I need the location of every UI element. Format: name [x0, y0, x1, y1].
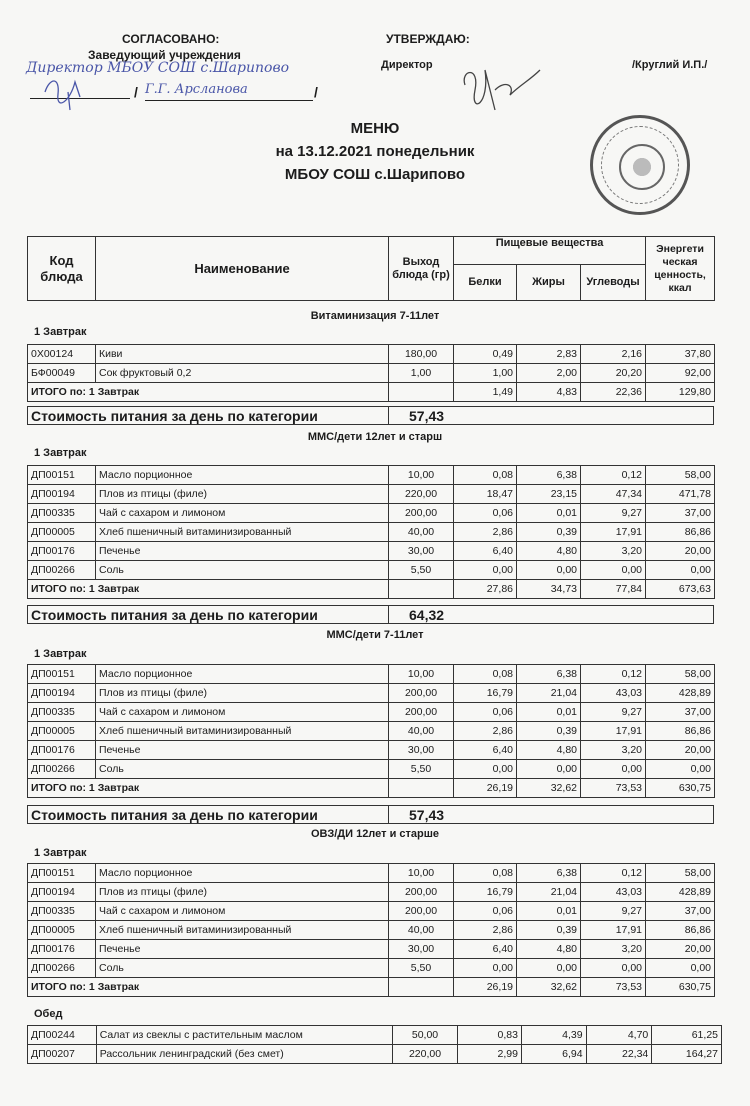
cell-name: Соль — [96, 760, 389, 779]
table-row — [28, 504, 715, 523]
cell-protein: 0,49 — [454, 345, 517, 364]
cell-fat: 4,80 — [517, 542, 581, 561]
approve-label: УТВЕРЖДАЮ: — [386, 32, 470, 46]
cell-code: ДП00335 — [28, 504, 96, 523]
cell-energy: 37,00 — [646, 902, 715, 921]
cell-code: ДП00005 — [28, 921, 96, 940]
cell-code: ДП00151 — [28, 864, 96, 883]
col-yield: Выход блюда (гр) — [389, 237, 454, 301]
cell-yield: 200,00 — [389, 684, 454, 703]
total-label: ИТОГО по: 1 Завтрак — [28, 779, 389, 798]
cell-yield: 10,00 — [389, 864, 454, 883]
total-energy: 630,75 — [646, 978, 715, 997]
cell-energy: 428,89 — [646, 684, 715, 703]
cell-yield: 40,00 — [389, 722, 454, 741]
director-signature — [455, 50, 545, 120]
cell-name: Плов из птицы (филе) — [96, 684, 389, 703]
col-fat: Жиры — [517, 265, 581, 301]
cell-fat: 4,80 — [517, 940, 581, 959]
cell-energy: 58,00 — [646, 466, 715, 485]
cell-carbs: 47,34 — [581, 485, 646, 504]
cell-yield: 220,00 — [392, 1045, 458, 1064]
cell-yield: 10,00 — [389, 665, 454, 684]
cell-energy: 86,86 — [646, 523, 715, 542]
cell-name: Печенье — [96, 940, 389, 959]
cell-fat: 0,01 — [517, 504, 581, 523]
table-row — [28, 684, 715, 703]
col-name: Наименование — [96, 237, 389, 301]
cell-fat: 2,83 — [517, 345, 581, 364]
cell-fat: 0,00 — [517, 959, 581, 978]
cell-yield: 5,50 — [389, 959, 454, 978]
cell-carbs: 43,03 — [581, 684, 646, 703]
cell-protein: 6,40 — [454, 940, 517, 959]
total-energy: 129,80 — [646, 383, 715, 402]
cell-carbs: 0,12 — [581, 665, 646, 684]
cell-protein: 18,47 — [454, 485, 517, 504]
agreed-name: Г.Г. Арсланова — [145, 82, 313, 101]
total-carbs: 77,84 — [581, 580, 646, 599]
cell-protein: 0,06 — [454, 902, 517, 921]
cell-energy: 37,80 — [646, 345, 715, 364]
agreed-signature — [40, 72, 100, 112]
cell-carbs: 9,27 — [581, 703, 646, 722]
cell-name: Чай с сахаром и лимоном — [96, 504, 389, 523]
cell-code: ДП00194 — [28, 684, 96, 703]
cell-energy: 86,86 — [646, 921, 715, 940]
cell-yield: 1,00 — [389, 364, 454, 383]
cell-fat: 0,39 — [517, 523, 581, 542]
cell-protein: 16,79 — [454, 684, 517, 703]
cell-protein: 2,86 — [454, 722, 517, 741]
cell-code: ДП00244 — [28, 1026, 97, 1045]
cell-code: ДП00176 — [28, 542, 96, 561]
cost-label: Стоимость питания за день по категории — [28, 806, 389, 823]
total-row — [28, 580, 715, 599]
section-title: ММС/дети 12лет и старш — [307, 431, 443, 443]
cell-energy: 86,86 — [646, 722, 715, 741]
cell-code: ДП00151 — [28, 466, 96, 485]
menu-date: на 13.12.2021 понедельник — [275, 143, 475, 160]
cell-name: Масло порционное — [96, 466, 389, 485]
cost-label: Стоимость питания за день по категории — [28, 606, 389, 623]
cell-fat: 23,15 — [517, 485, 581, 504]
total-protein: 26,19 — [454, 978, 517, 997]
table-row — [28, 665, 715, 684]
cell-code: ДП00335 — [28, 703, 96, 722]
cell-carbs: 3,20 — [581, 542, 646, 561]
cell-name: Хлеб пшеничный витаминизированный — [96, 523, 389, 542]
cost-value: 64,32 — [409, 607, 445, 623]
cell-energy: 0,00 — [646, 959, 715, 978]
total-fat: 32,62 — [517, 779, 581, 798]
cell-name: Печенье — [96, 741, 389, 760]
cell-yield: 200,00 — [389, 883, 454, 902]
total-protein: 1,49 — [454, 383, 517, 402]
total-carbs: 73,53 — [581, 978, 646, 997]
table-row — [28, 741, 715, 760]
cell-protein: 2,86 — [454, 523, 517, 542]
cell-yield: 220,00 — [389, 485, 454, 504]
cell-code: ДП00266 — [28, 561, 96, 580]
cell-carbs: 43,03 — [581, 883, 646, 902]
cell-fat: 21,04 — [517, 684, 581, 703]
total-fat: 4,83 — [517, 383, 581, 402]
cell-yield: 10,00 — [389, 466, 454, 485]
cell-carbs: 0,00 — [581, 561, 646, 580]
cell-fat: 2,00 — [517, 364, 581, 383]
cell-yield: 30,00 — [389, 542, 454, 561]
cell-protein: 0,08 — [454, 665, 517, 684]
cell-fat: 0,01 — [517, 902, 581, 921]
cell-yield: 30,00 — [389, 741, 454, 760]
cell-carbs: 0,12 — [581, 466, 646, 485]
table-row — [28, 1045, 722, 1064]
cost-value: 57,43 — [409, 408, 445, 424]
cell-energy: 0,00 — [646, 561, 715, 580]
total-label: ИТОГО по: 1 Завтрак — [28, 383, 389, 402]
meal-label: 1 Завтрак — [34, 447, 87, 459]
cell-fat: 0,39 — [517, 722, 581, 741]
cell-protein: 2,86 — [454, 921, 517, 940]
table-row — [28, 542, 715, 561]
cell-carbs: 4,70 — [586, 1026, 652, 1045]
cell-code: ДП00335 — [28, 902, 96, 921]
cell-energy: 58,00 — [646, 665, 715, 684]
cell-energy: 20,00 — [646, 542, 715, 561]
cell-protein: 1,00 — [454, 364, 517, 383]
table-row — [28, 466, 715, 485]
cell-fat: 0,39 — [517, 921, 581, 940]
cell-carbs: 2,16 — [581, 345, 646, 364]
cell-code: БФ00049 — [28, 364, 96, 383]
cell-yield: 5,50 — [389, 561, 454, 580]
cell-fat: 4,39 — [521, 1026, 586, 1045]
menu-school: МБОУ СОШ с.Шарипово — [284, 166, 466, 183]
table-row — [28, 485, 715, 504]
cell-protein: 2,99 — [458, 1045, 522, 1064]
cell-empty — [389, 580, 454, 599]
cell-code: ДП00207 — [28, 1045, 97, 1064]
cell-name: Масло порционное — [96, 665, 389, 684]
cell-name: Чай с сахаром и лимоном — [96, 902, 389, 921]
cell-name: Хлеб пшеничный витаминизированный — [96, 722, 389, 741]
table-row — [28, 864, 715, 883]
cell-empty — [389, 978, 454, 997]
cell-energy: 428,89 — [646, 883, 715, 902]
table-row — [28, 959, 715, 978]
cell-energy: 20,00 — [646, 741, 715, 760]
total-label: ИТОГО по: 1 Завтрак — [28, 580, 389, 599]
cell-name: Салат из свеклы с растительным маслом — [96, 1026, 392, 1045]
cell-name: Печенье — [96, 542, 389, 561]
cell-protein: 0,06 — [454, 504, 517, 523]
cell-carbs: 3,20 — [581, 940, 646, 959]
cell-protein: 0,83 — [458, 1026, 522, 1045]
cell-protein: 0,00 — [454, 959, 517, 978]
cell-name: Киви — [96, 345, 389, 364]
agreed-label: СОГЛАСОВАНО: — [122, 32, 220, 46]
cost-label: Стоимость питания за день по категории — [28, 407, 389, 424]
table-row — [28, 722, 715, 741]
cell-code: ДП00266 — [28, 959, 96, 978]
cell-name: Сок фруктовый 0,2 — [96, 364, 389, 383]
agreed-role: Заведующий учреждения — [88, 48, 241, 62]
table-row — [28, 1026, 722, 1045]
cell-code: ДП00176 — [28, 940, 96, 959]
agreed-handwritten-role: Директор МБОУ СОШ с.Шарипово — [26, 60, 290, 76]
cell-code: ДП00194 — [28, 485, 96, 504]
total-protein: 26,19 — [454, 779, 517, 798]
cell-energy: 58,00 — [646, 864, 715, 883]
cost-row — [27, 406, 714, 425]
table-row — [28, 345, 715, 364]
cell-yield: 40,00 — [389, 921, 454, 940]
cell-name: Плов из птицы (филе) — [96, 883, 389, 902]
cell-carbs: 0,12 — [581, 864, 646, 883]
cell-carbs: 3,20 — [581, 741, 646, 760]
cell-yield: 30,00 — [389, 940, 454, 959]
cell-protein: 16,79 — [454, 883, 517, 902]
cell-protein: 6,40 — [454, 741, 517, 760]
cell-fat: 6,38 — [517, 665, 581, 684]
slash-open: / — [134, 84, 138, 100]
total-energy: 673,63 — [646, 580, 715, 599]
cell-energy: 164,27 — [652, 1045, 722, 1064]
cell-fat: 0,00 — [517, 760, 581, 779]
cell-energy: 0,00 — [646, 760, 715, 779]
table-row — [28, 760, 715, 779]
cell-fat: 0,01 — [517, 703, 581, 722]
table-row — [28, 921, 715, 940]
cell-name: Соль — [96, 959, 389, 978]
section-table — [27, 664, 715, 798]
col-energy: Энергети ческая ценность, ккал — [646, 237, 715, 301]
cell-carbs: 17,91 — [581, 921, 646, 940]
total-fat: 34,73 — [517, 580, 581, 599]
cell-protein: 0,08 — [454, 466, 517, 485]
cell-carbs: 20,20 — [581, 364, 646, 383]
section-title: ММС/дети 7-11лет — [326, 629, 424, 641]
total-energy: 630,75 — [646, 779, 715, 798]
menu-title: МЕНЮ — [350, 120, 400, 137]
cell-code: 0X00124 — [28, 345, 96, 364]
cell-empty — [389, 383, 454, 402]
cell-code: ДП00005 — [28, 523, 96, 542]
cell-protein: 0,08 — [454, 864, 517, 883]
cell-energy: 92,00 — [646, 364, 715, 383]
agreed-signature-line — [30, 84, 130, 99]
approve-name: /Круглий И.П./ — [632, 59, 708, 71]
cost-value: 57,43 — [409, 807, 445, 823]
section-title: ОВЗ/ДИ 12лет и старше — [310, 828, 440, 840]
cell-protein: 0,00 — [454, 760, 517, 779]
cell-fat: 6,94 — [521, 1045, 586, 1064]
cell-name: Плов из птицы (филе) — [96, 485, 389, 504]
cell-yield: 180,00 — [389, 345, 454, 364]
table-row — [28, 883, 715, 902]
table-row — [28, 902, 715, 921]
cell-yield: 40,00 — [389, 523, 454, 542]
cost-row — [27, 605, 714, 624]
cell-name: Масло порционное — [96, 864, 389, 883]
cell-name: Рассольник ленинградский (без смет) — [96, 1045, 392, 1064]
cell-code: ДП00151 — [28, 665, 96, 684]
cell-code: ДП00176 — [28, 741, 96, 760]
cell-energy: 37,00 — [646, 504, 715, 523]
cell-code: ДП00005 — [28, 722, 96, 741]
cell-energy: 20,00 — [646, 940, 715, 959]
cell-code: ДП00266 — [28, 760, 96, 779]
cell-fat: 0,00 — [517, 561, 581, 580]
cell-carbs: 0,00 — [581, 959, 646, 978]
cell-carbs: 9,27 — [581, 504, 646, 523]
cell-yield: 200,00 — [389, 703, 454, 722]
cell-name: Чай с сахаром и лимоном — [96, 703, 389, 722]
cost-row — [27, 805, 714, 824]
table-row — [28, 561, 715, 580]
table-row — [28, 940, 715, 959]
cell-energy: 37,00 — [646, 703, 715, 722]
cell-name: Соль — [96, 561, 389, 580]
section-table — [27, 465, 715, 599]
col-nutrients: Пищевые вещества — [454, 237, 646, 265]
cell-carbs: 17,91 — [581, 523, 646, 542]
cell-protein: 0,00 — [454, 561, 517, 580]
approve-role: Директор — [381, 59, 433, 71]
cell-yield: 5,50 — [389, 760, 454, 779]
meal-label: 1 Завтрак — [34, 648, 87, 660]
table-row — [28, 364, 715, 383]
meal-label: 1 Завтрак — [34, 326, 87, 338]
total-row — [28, 978, 715, 997]
total-label: ИТОГО по: 1 Завтрак — [28, 978, 389, 997]
cell-carbs: 22,34 — [586, 1045, 652, 1064]
cell-name: Хлеб пшеничный витаминизированный — [96, 921, 389, 940]
cell-carbs: 17,91 — [581, 722, 646, 741]
cell-empty — [389, 779, 454, 798]
cell-carbs: 9,27 — [581, 902, 646, 921]
total-fat: 32,62 — [517, 978, 581, 997]
total-protein: 27,86 — [454, 580, 517, 599]
cell-fat: 6,38 — [517, 864, 581, 883]
cell-fat: 21,04 — [517, 883, 581, 902]
section-table — [27, 1025, 722, 1064]
cell-fat: 6,38 — [517, 466, 581, 485]
menu-header-table — [27, 236, 715, 301]
meal-label: Обед — [34, 1008, 63, 1020]
section-table — [27, 344, 715, 402]
total-row — [28, 779, 715, 798]
col-protein: Белки — [454, 265, 517, 301]
col-carbs: Углеводы — [581, 265, 646, 301]
table-row — [28, 703, 715, 722]
cell-protein: 6,40 — [454, 542, 517, 561]
meal-label: 1 Завтрак — [34, 847, 87, 859]
cell-code: ДП00194 — [28, 883, 96, 902]
cell-yield: 200,00 — [389, 902, 454, 921]
cell-yield: 200,00 — [389, 504, 454, 523]
cell-yield: 50,00 — [392, 1026, 458, 1045]
total-row — [28, 383, 715, 402]
cell-carbs: 0,00 — [581, 760, 646, 779]
cell-protein: 0,06 — [454, 703, 517, 722]
total-carbs: 22,36 — [581, 383, 646, 402]
section-table — [27, 863, 715, 997]
slash-close: / — [314, 84, 318, 100]
cell-fat: 4,80 — [517, 741, 581, 760]
table-row — [28, 523, 715, 542]
cell-energy: 61,25 — [652, 1026, 722, 1045]
section-title: Витаминизация 7-11лет — [310, 310, 440, 322]
cell-energy: 471,78 — [646, 485, 715, 504]
total-carbs: 73,53 — [581, 779, 646, 798]
col-code: Код блюда — [28, 237, 96, 301]
